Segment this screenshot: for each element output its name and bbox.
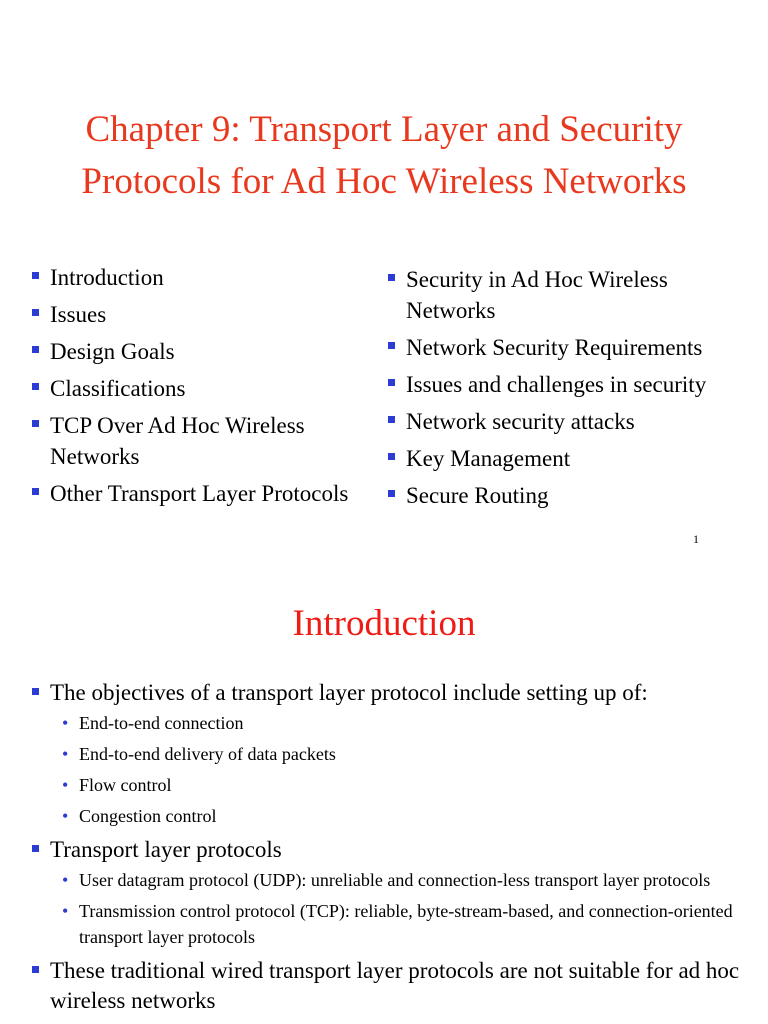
dot-bullet-icon: • [62, 806, 69, 826]
list-item [388, 332, 758, 363]
list-item-label: Issues and challenges in security [406, 372, 707, 397]
slide2-bullet-list [32, 678, 752, 1022]
list-item-label: Security in Ad Hoc Wireless Networks [406, 267, 668, 323]
dot-bullet-icon: • [62, 744, 69, 764]
slide1-title-line1: Chapter 9: Transport Layer and Security [85, 109, 683, 150]
slide1-title [0, 104, 768, 208]
dot-bullet-icon: • [62, 901, 69, 921]
list-item-label: Introduction [50, 265, 164, 290]
square-bullet-icon [32, 420, 39, 427]
square-bullet-icon [32, 688, 39, 695]
square-bullet-icon [388, 342, 395, 349]
list-item-label: Key Management [406, 446, 571, 471]
list-item [32, 262, 362, 293]
square-bullet-icon [388, 274, 395, 281]
square-bullet-icon [32, 845, 39, 852]
sub-list-item [50, 741, 752, 767]
list-item [32, 478, 362, 509]
sub-list-item-label: Transmission control protocol (TCP): reliable, byte-stream-based, and connection-oriented transport layer protocols [79, 901, 733, 947]
sub-list [50, 867, 752, 950]
square-bullet-icon [32, 488, 39, 495]
sub-list-item [50, 803, 752, 829]
dot-bullet-icon: • [62, 713, 69, 733]
list-item-label: These traditional wired transport layer protocols are not suitable for ad hoc wireless networks [50, 958, 740, 1013]
sub-list-item-label: End-to-end connection [79, 713, 244, 733]
dot-bullet-icon: • [62, 775, 69, 795]
sub-list-item-label: End-to-end delivery of data packets [79, 744, 336, 764]
list-item-label: Design Goals [50, 339, 175, 364]
slide1-left-list [32, 262, 362, 515]
sub-list [50, 710, 752, 829]
list-item [388, 264, 758, 326]
sub-list-item-label: User datagram protocol (UDP): unreliable and connection-less transport layer protocols [79, 870, 711, 890]
list-item-label: Secure Routing [406, 483, 549, 508]
square-bullet-icon [32, 383, 39, 390]
list-item-label: Network Security Requirements [406, 335, 703, 360]
sub-list-item [50, 772, 752, 798]
list-item [32, 956, 752, 1016]
list-item-label: Issues [50, 302, 107, 327]
list-item [32, 678, 752, 829]
sub-list-item-label: Congestion control [79, 806, 217, 826]
square-bullet-icon [32, 346, 39, 353]
slide1-title-line2: Protocols for Ad Hoc Wireless Networks [81, 161, 687, 202]
list-item [32, 336, 362, 367]
list-item-label: Transport layer protocols [50, 837, 282, 862]
list-item [388, 443, 758, 474]
list-item [388, 480, 758, 511]
list-item-label: TCP Over Ad Hoc Wireless Networks [50, 413, 305, 469]
sub-list-item [50, 867, 752, 893]
list-item [32, 299, 362, 330]
square-bullet-icon [388, 490, 395, 497]
square-bullet-icon [388, 379, 395, 386]
square-bullet-icon [388, 416, 395, 423]
list-item [32, 835, 752, 950]
list-item [32, 410, 362, 472]
list-item [388, 406, 758, 437]
slide2-title: Introduction [292, 603, 476, 644]
list-item-label: Other Transport Layer Protocols [50, 481, 349, 506]
sub-list-item [50, 710, 752, 736]
sub-list-item-label: Flow control [79, 775, 172, 795]
square-bullet-icon [32, 272, 39, 279]
list-item [32, 373, 362, 404]
list-item [388, 369, 758, 400]
list-item-label: The objectives of a transport layer protocol include setting up of: [50, 680, 648, 705]
sub-list-item [50, 898, 752, 950]
slide1-right-list [388, 264, 758, 517]
square-bullet-icon [388, 453, 395, 460]
dot-bullet-icon: • [62, 870, 69, 890]
list-item-label: Classifications [50, 376, 186, 401]
square-bullet-icon [32, 309, 39, 316]
list-item-label: Network security attacks [406, 409, 635, 434]
square-bullet-icon [32, 966, 39, 973]
page-number: 1 [693, 532, 699, 546]
